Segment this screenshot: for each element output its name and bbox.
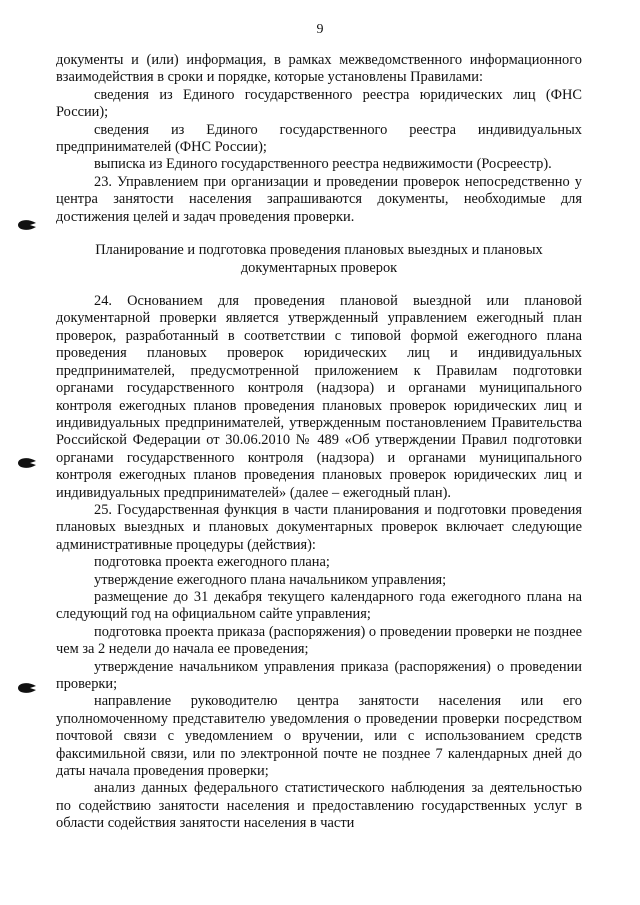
- paragraph: подготовка проекта ежегодного плана;: [94, 554, 330, 571]
- paragraph: 25. Государственная функция в части планирования и подготовки проведения плановых выездных и плановых документарных проверок включает следующие административные процедуры (действия):: [56, 501, 582, 553]
- paragraph: утверждение ежегодного плана начальником управления;: [94, 571, 447, 588]
- binder-hole-icon: [16, 218, 38, 232]
- document-body: [56, 52, 582, 833]
- paragraph: анализ данных федерального статистического наблюдения за деятельностью по содействию занятости населения и предоставлению государственных услуг в области содействия занятости населения в части: [56, 780, 582, 832]
- paragraph: подготовка проекта приказа (распоряжения) о проведении проверки не позднее чем за 2 недели до начала ее проведения;: [56, 623, 582, 658]
- paragraph: 23. Управлением при организации и проведении проверок непосредственно у центра занятости населения запрашиваются документы, необходимые для достижения целей и задач проведения проверки.: [56, 173, 582, 225]
- section-heading: Планирование и подготовка проведения плановых выездных и плановых документарных проверок: [95, 242, 543, 276]
- paragraph: направление руководителю центра занятости населения или его уполномоченному представителю уведомления о проведении проверки посредством почтовой связи с уведомлением о вручении, или с использованием средств факсимильной связи, или по электронной почте не позднее 7 календарных дней до даты начала проведения проверки;: [56, 693, 582, 780]
- paragraph: документы и (или) информация, в рамках межведомственного информационного взаимодействия в сроки и порядке, которые установлены Правилами:: [56, 52, 582, 86]
- binder-hole-icon: [16, 681, 38, 695]
- binder-hole-icon: [16, 456, 38, 470]
- paragraph: 24. Основанием для проведения плановой выездной или плановой документарной проверки является утвержденный управлением ежегодный план проверок, разработанный в соответствии с типовой формой ежегодного плана проведения плановых проверок юридических лиц и индивидуальных предпринимателей, предусмотренной приложением к Правилам подготовки органами государственного контроля (надзора) и органами муниципального контроля ежегодных планов проведения плановых проверок юридических лиц и индивидуальных предпринимателей, утвержденным постановлением Правительства Российской Федерации от 30.06.2010 № 489 «Об утверждении Правил подготовки органами государственного контроля (надзора) и органами муниципального контроля ежегодных планов проведения плановых проверок юридических лиц и индивидуальных предпринимателей» (далее – ежегодный план).: [56, 293, 582, 501]
- paragraph: сведения из Единого государственного реестра юридических лиц (ФНС России);: [56, 86, 582, 121]
- paragraph: сведения из Единого государственного реестра индивидуальных предпринимателей (ФНС России);: [56, 121, 582, 156]
- paragraph: выписка из Единого государственного реестра недвижимости (Росреестр).: [94, 156, 552, 173]
- paragraph: утверждение начальником управления приказа (распоряжения) о проведении проверки;: [56, 658, 582, 692]
- paragraph: размещение до 31 декабря текущего календарного года ежегодного плана на следующий год на официальном сайте управления;: [56, 588, 582, 623]
- page-number: 9: [316, 22, 324, 37]
